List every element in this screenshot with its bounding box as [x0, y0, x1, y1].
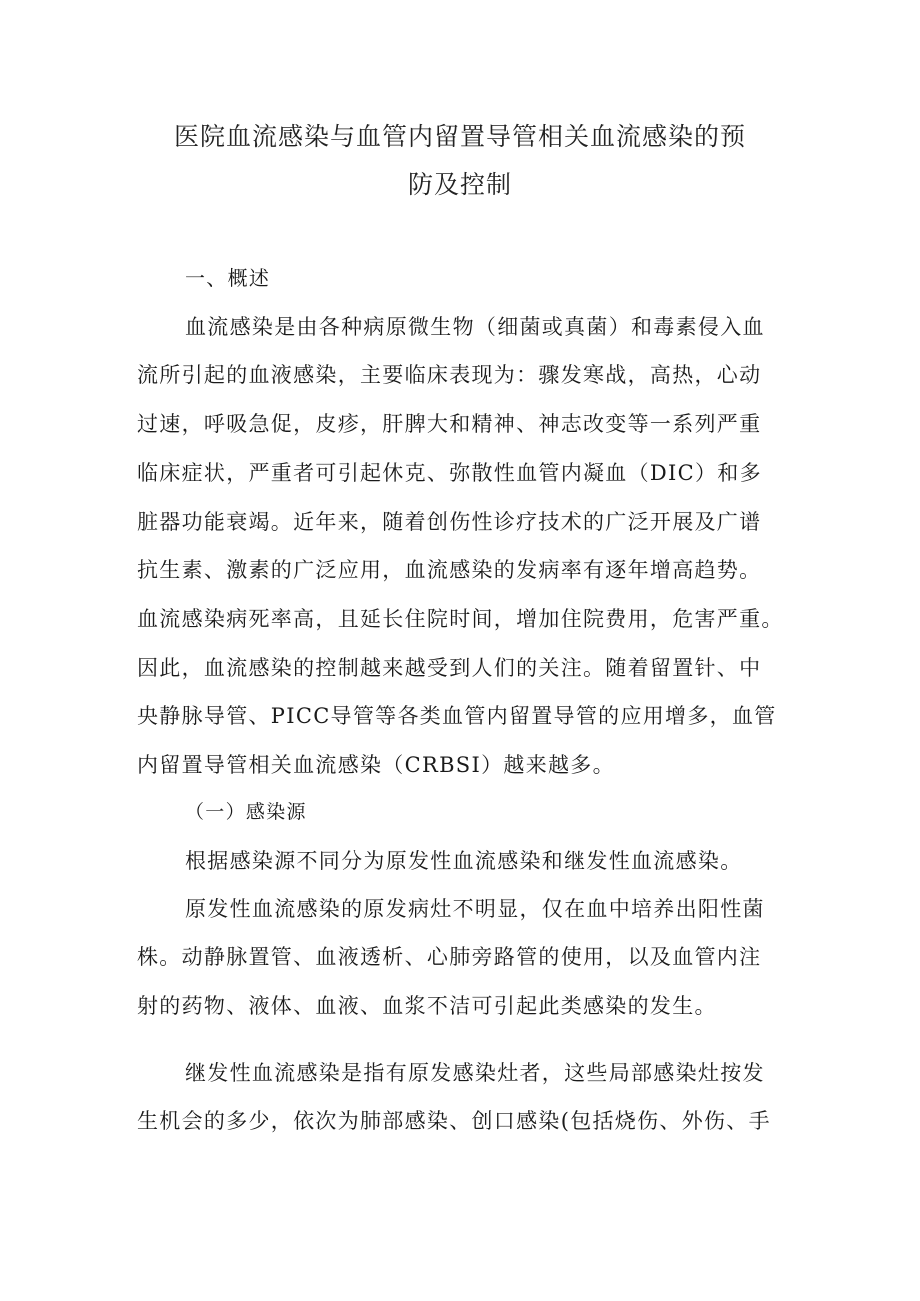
document-title-line-2: 防及控制 — [407, 170, 512, 199]
paragraph-1-line-10: 内留置导管相关血流感染（CRBSI）越来越多。 — [137, 753, 615, 777]
paragraph-1-line-1: 血流感染是由各种病原微生物（细菌或真菌）和毒素侵入血 — [185, 315, 765, 339]
paragraph-3-line-2: 株。动静脉置管、血液透析、心肺旁路管的使用，以及血管内注 — [137, 945, 762, 969]
paragraph-1-line-4: 临床症状，严重者可引起休克、弥散性血管内凝血（DIC）和多 — [137, 461, 762, 485]
paragraph-1-line-6: 抗生素、激素的广泛应用，血流感染的发病率有逐年增高趋势。 — [137, 558, 762, 582]
paragraph-3-line-1: 原发性血流感染的原发病灶不明显，仅在血中培养出阳性菌 — [185, 897, 765, 921]
paragraph-2-line-1: 根据感染源不同分为原发性血流感染和继发性血流感染。 — [185, 849, 743, 873]
subsection-heading: （一）感染源 — [185, 801, 307, 823]
paragraph-1-line-2: 流所引起的血液感染，主要临床表现为：骤发寒战，高热，心动 — [137, 363, 762, 387]
section-heading: 一、概述 — [185, 266, 271, 290]
paragraph-1-line-3: 过速，呼吸急促，皮疹，肝脾大和精神、神志改变等一系列严重 — [137, 412, 762, 436]
paragraph-4-line-2: 生机会的多少，依次为肺部感染、创口感染(包括烧伤、外伤、手 — [137, 1109, 771, 1133]
paragraph-1-line-7: 血流感染病死率高，且延长住院时间，增加住院费用，危害严重。 — [137, 607, 784, 631]
paragraph-1-line-8: 因此，血流感染的控制越来越受到人们的关注。随着留置针、中 — [137, 656, 762, 680]
document-title-line-1: 医院血流感染与血管内留置导管相关血流感染的预 — [173, 122, 746, 151]
paragraph-1-line-5: 脏器功能衰竭。近年来，随着创伤性诊疗技术的广泛开展及广谱 — [137, 510, 762, 534]
paragraph-4-line-1: 继发性血流感染是指有原发感染灶者，这些局部感染灶按发 — [185, 1061, 765, 1085]
paragraph-1-line-9: 央静脉导管、PICC导管等各类血管内留置导管的应用增多，血管 — [137, 704, 777, 728]
paragraph-3-line-3: 射的药物、液体、血液、血浆不洁可引起此类感染的发生。 — [137, 994, 717, 1018]
